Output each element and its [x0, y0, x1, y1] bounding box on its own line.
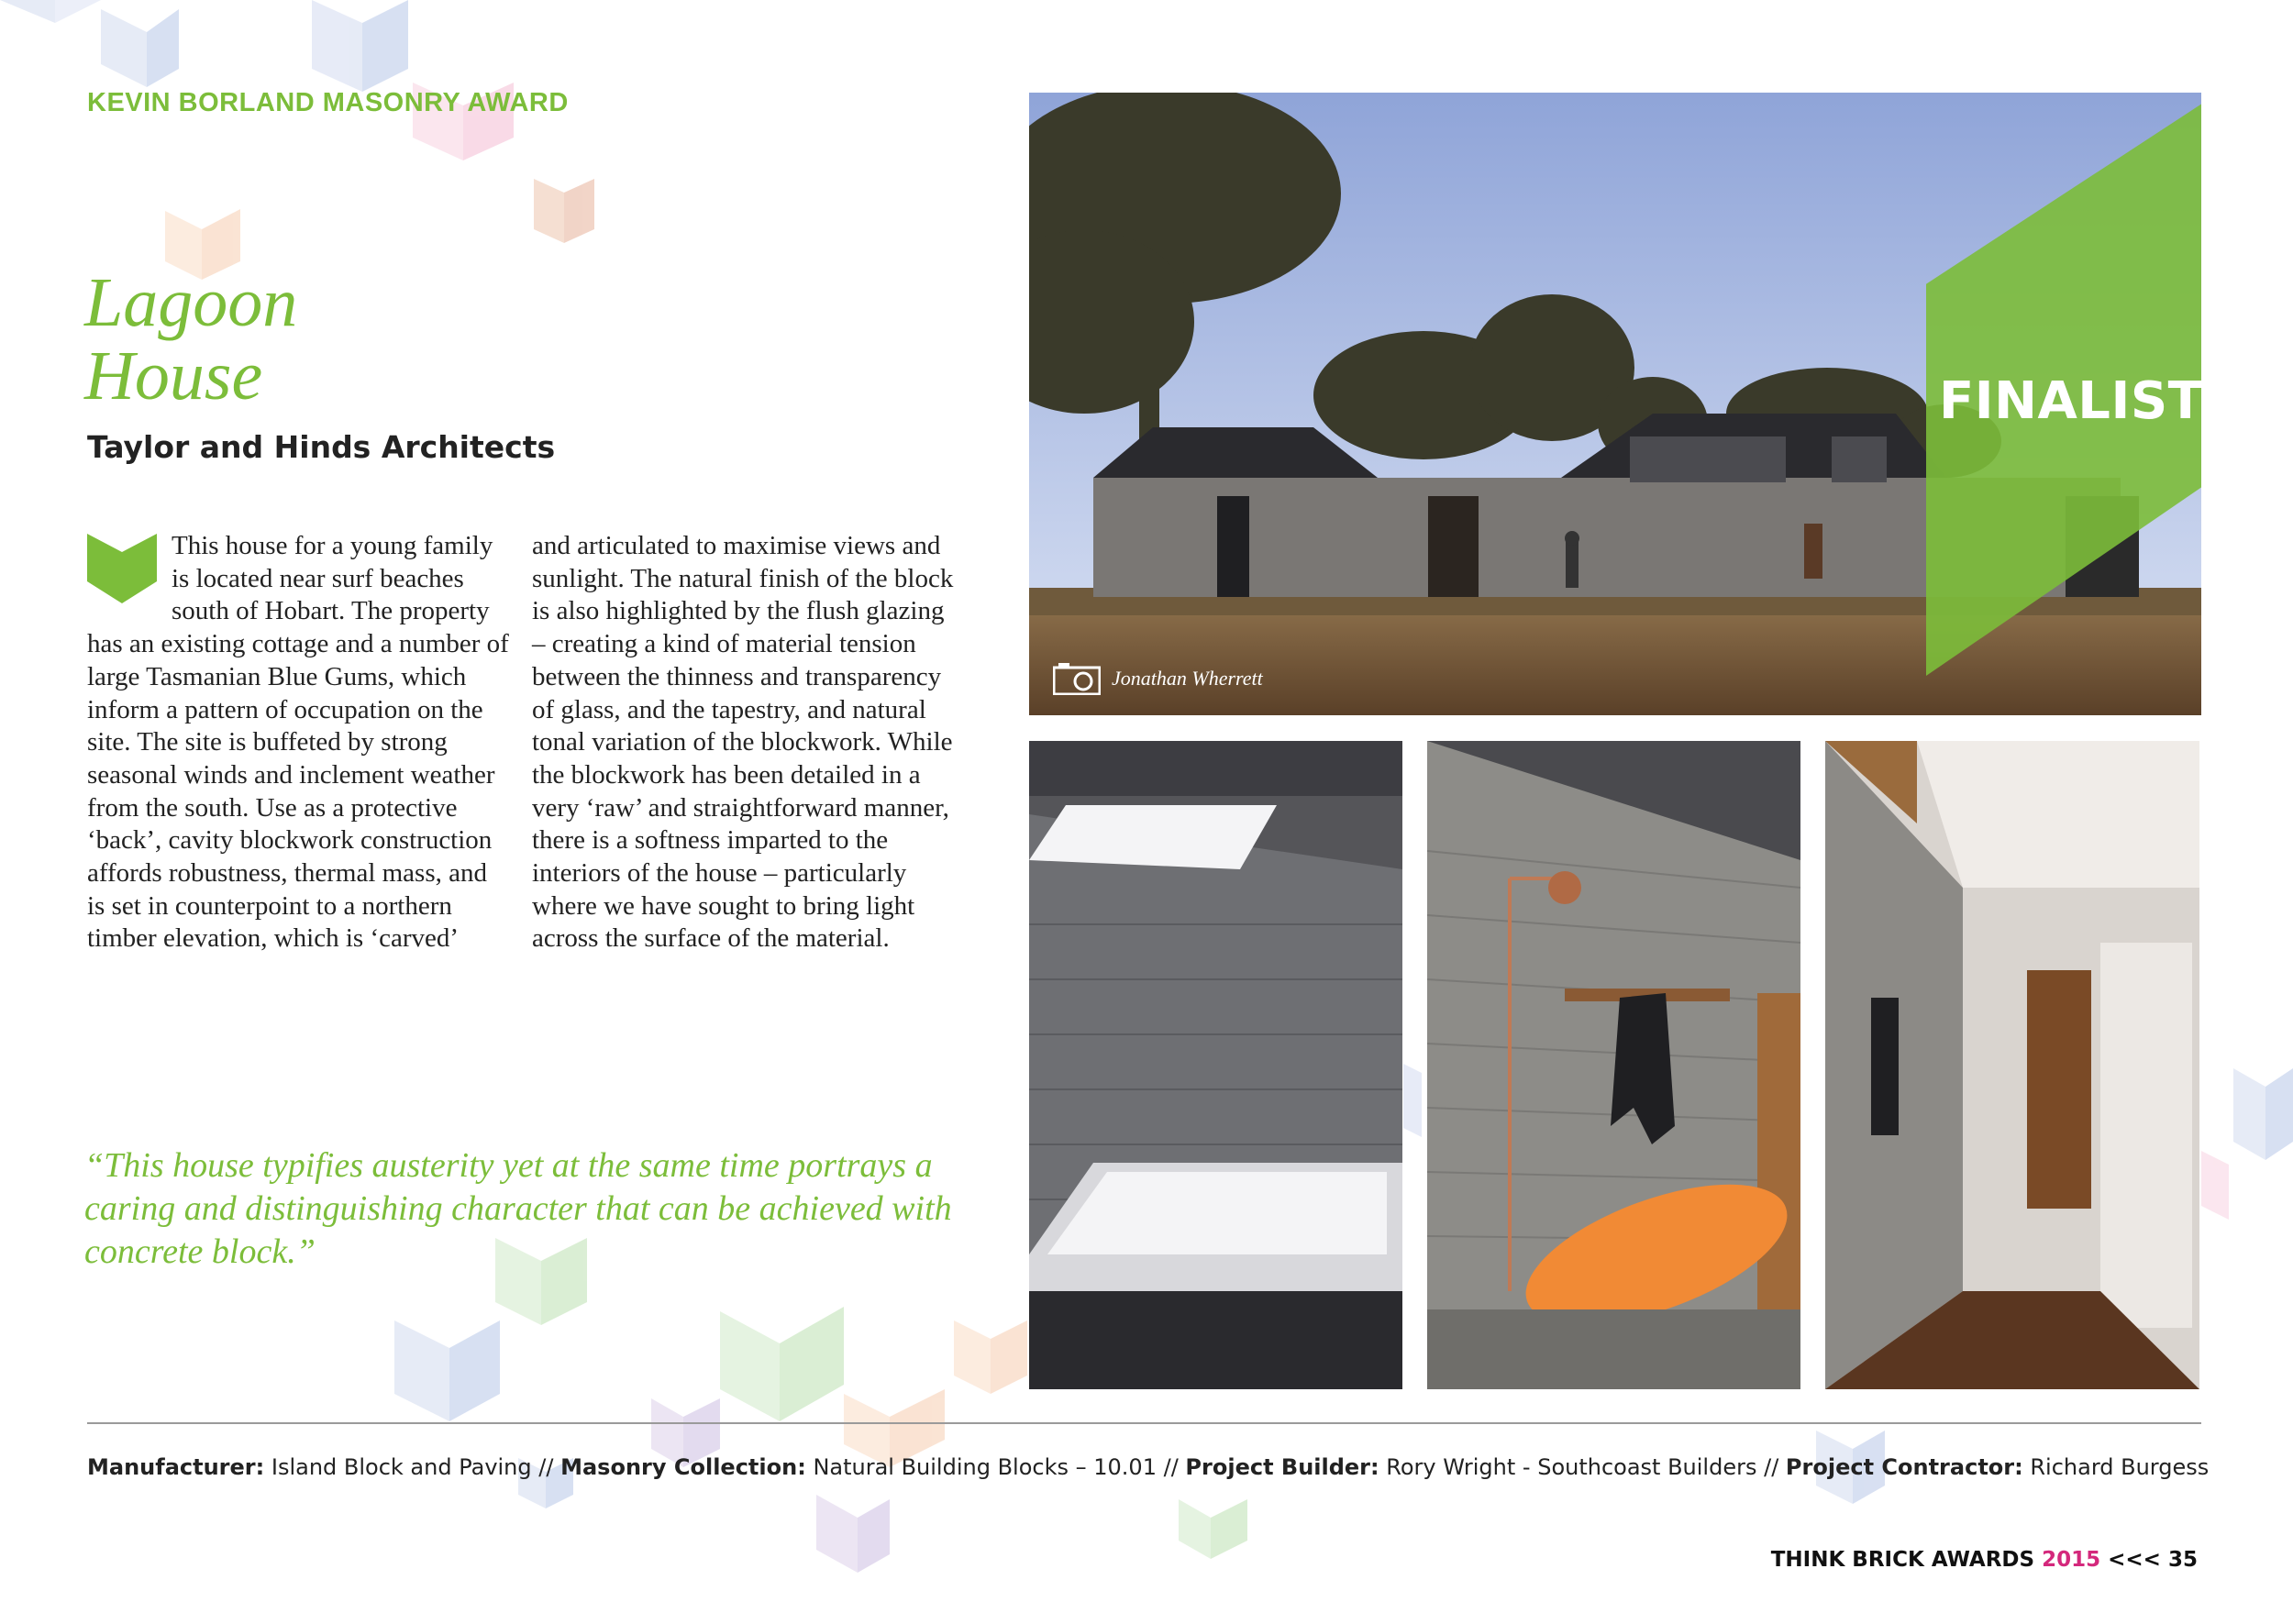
chevron-down-icon [87, 534, 157, 603]
manufacturer-value: Island Block and Paving [271, 1454, 532, 1480]
separator: // [1163, 1454, 1179, 1480]
builder-value: Rory Wright - Southcoast Builders [1386, 1454, 1757, 1480]
project-credits [87, 1454, 2210, 1480]
body-column-2 [532, 530, 954, 956]
title-line-1: Lagoon [84, 264, 298, 341]
body-column-1 [87, 530, 509, 956]
separator: // [538, 1454, 554, 1480]
page-number: 35 [2167, 1548, 2198, 1572]
hallway-photo [1825, 741, 2199, 1389]
page-arrows: <<< [2108, 1548, 2161, 1572]
hallway-image [1825, 741, 2199, 1389]
outdoor-shower-photo [1427, 741, 1800, 1389]
pull-quote: “This house typifies austerity yet at the same time portrays a caring and distinguishing character that can be achieved with concrete block.” [84, 1146, 952, 1271]
page-title [84, 266, 543, 413]
body-text-column-2: and articulated to maximise views and sunlight. The natural finish of the block is also highlighted by the flush glazing – creating a kind of material tension between the thinness and transparency of glass, and the tapestry, and natural tonal variation of the blockwork. While the blockwork has been detailed in a very ‘raw’ and straightforward manner, there is a softness imparted to the interiors of the house – particularly where we have sought to bring light across the surface of the material. [532, 531, 954, 954]
collection-value: Natural Building Blocks – 10.01 [813, 1454, 1157, 1480]
body-text-column-1: This house for a young family is located near surf beaches south of Hobart. The property has an existing cottage and a number of large Tasmanian Blue Gums, which inform a pattern of occupation on the site. The site is buffeted by strong seasonal winds and inclement weather from the south. Use as a protective ‘back’, cavity blockwork construction affords robustness, thermal mass, and is set in counterpoint to a northern timber elevation, which is ‘carved’ [87, 531, 509, 954]
photo-credit [1053, 662, 1263, 695]
contractor-value: Richard Burgess [2030, 1454, 2210, 1480]
collection-label: Masonry Collection: [560, 1454, 806, 1480]
architect-name: Taylor and Hinds Architects [87, 429, 556, 465]
publication-name: THINK BRICK AWARDS [1770, 1548, 2035, 1572]
builder-label: Project Builder: [1185, 1454, 1379, 1480]
title-line-2: House [84, 337, 263, 414]
manufacturer-label: Manufacturer: [87, 1454, 265, 1480]
page-footer [1771, 1548, 2198, 1572]
bathroom-image [1029, 741, 1402, 1389]
footer-divider [87, 1422, 2201, 1424]
contractor-label: Project Contractor: [1785, 1454, 2023, 1480]
publication-year: 2015 [2042, 1548, 2101, 1572]
outdoor-shower-image [1427, 741, 1800, 1389]
finalist-label: FINALIST [1939, 371, 2204, 431]
award-title: KEVIN BORLAND MASONRY AWARD [87, 88, 569, 117]
camera-icon [1053, 662, 1101, 695]
bathroom-photo [1029, 741, 1402, 1389]
separator: // [1764, 1454, 1779, 1480]
photographer-name: Jonathan Wherrett [1112, 667, 1263, 690]
